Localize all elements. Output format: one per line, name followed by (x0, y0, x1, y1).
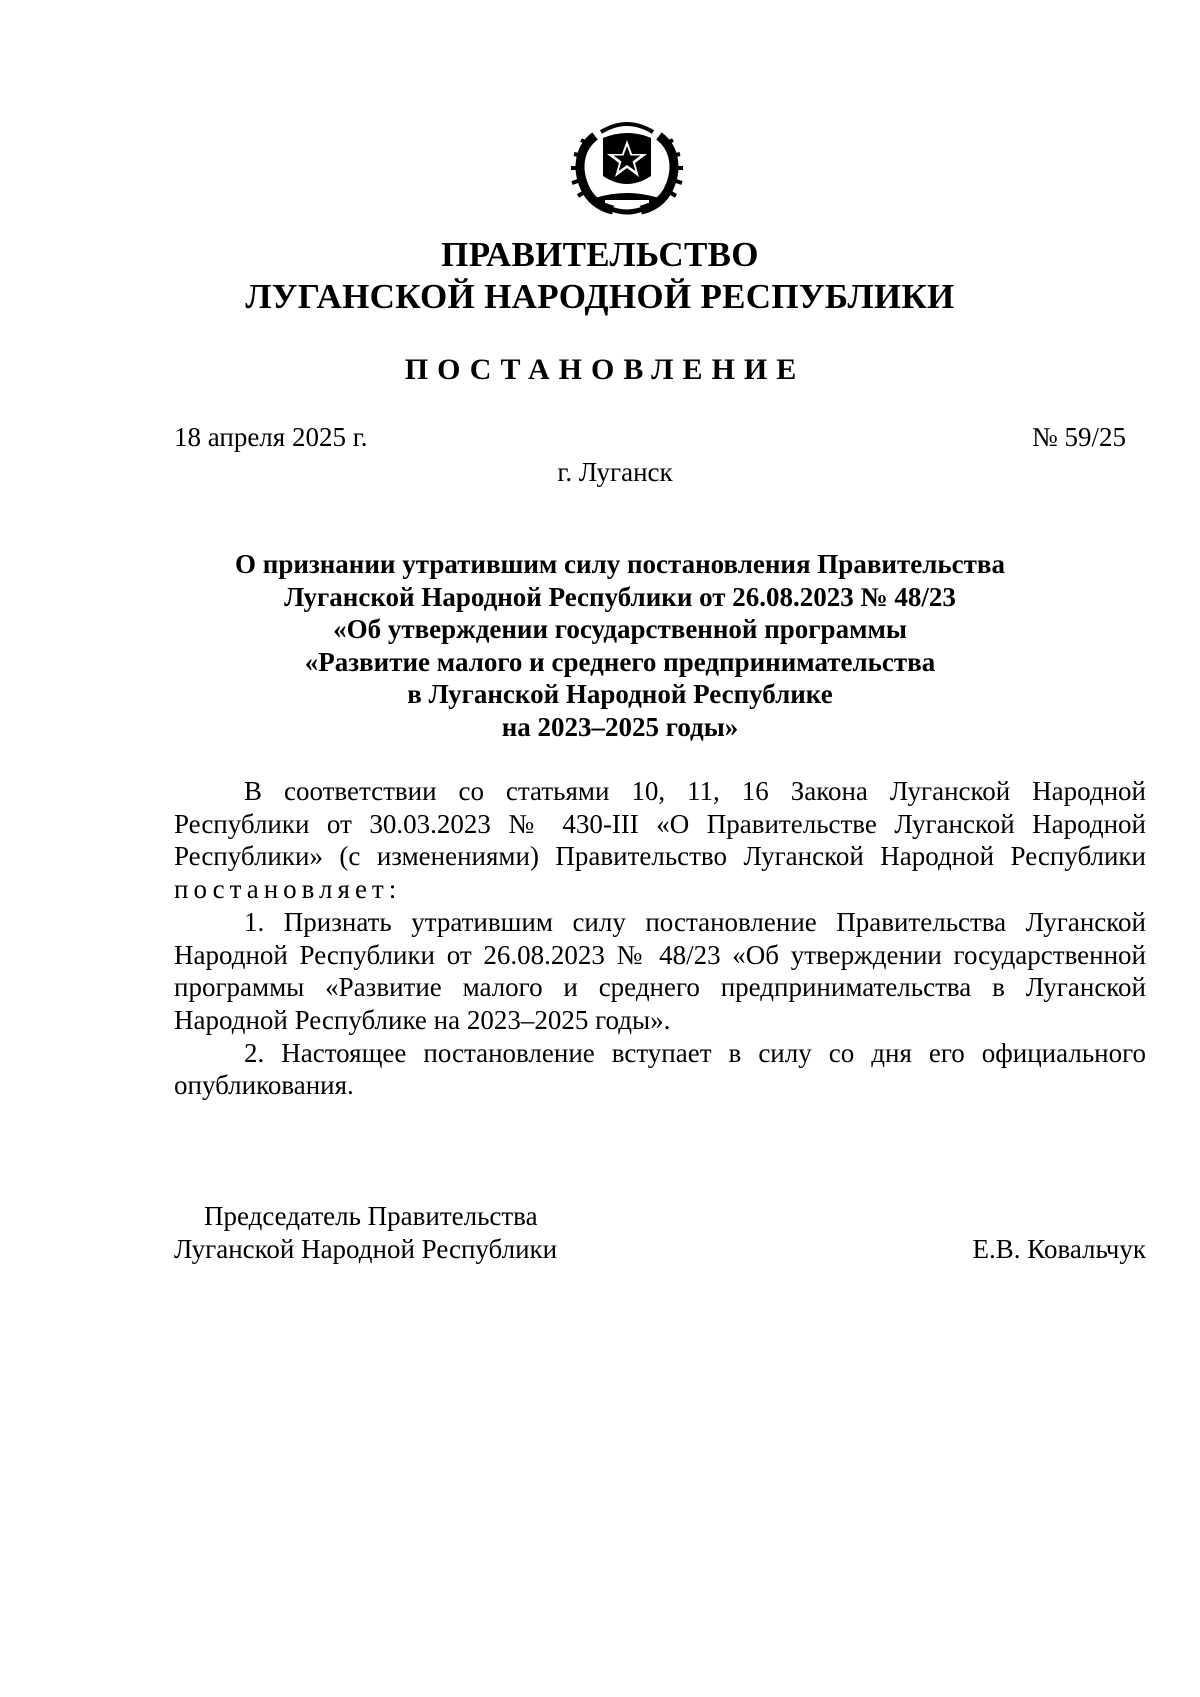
heading-line: в Луганской Народной Республике (407, 679, 833, 709)
heading-line: Луганской Народной Республики от 26.08.2023 № 48/23 (284, 581, 956, 612)
signatory-position-line-2: Луганской Народной Республики (174, 1234, 558, 1264)
heading-line: «Об утверждении государственной программы (333, 614, 907, 644)
document-body (174, 775, 1146, 1102)
government-title-line-2: ЛУГАНСКОЙ НАРОДНОЙ РЕСПУБЛИКИ (245, 277, 955, 316)
heading-line: О признании утратившим силу постановления Правительства (235, 549, 1005, 579)
document-number: № 59/25 (1031, 422, 1126, 452)
signatory-position-line-1: Председатель Правительства (204, 1201, 538, 1231)
heading-line: на 2023–2025 годы» (501, 711, 739, 742)
signatory-name: Е.В. Ковальчук (972, 1234, 1146, 1264)
signature-block (174, 1200, 1146, 1266)
government-title-line-1: ПРАВИТЕЛЬСТВО (441, 235, 759, 274)
document-heading (150, 548, 1090, 743)
item-2-paragraph: 2. Настоящее постановление вступает в силу со дня его официального опубликования. (174, 1037, 1146, 1101)
document-city: г. Луганск (557, 457, 673, 487)
preamble-paragraph (174, 775, 1146, 906)
item-1-paragraph: 1. Признать утратившим силу постановление Правительства Луганской Народной Республики от 26.08.2023 № 48/23 «Об утверждении государственной программы «Развитие малого и среднего предпринимательства в Луганской Народной Республике на 2023–2025 годы». (174, 906, 1146, 1035)
heading-line: «Развитие малого и среднего предпринимательства (304, 646, 936, 677)
document-date: 18 апреля 2025 г. (174, 422, 368, 452)
decides-word: постановляет: (174, 874, 402, 905)
coat-of-arms-icon (565, 118, 689, 216)
document-type: ПОСТАНОВЛЕНИЕ (404, 353, 806, 386)
preamble-text: В соответствии со статьями 10, 11, 16 Закона Луганской Народной Республики от 30.03.2023 № 430-III «О Правительстве Луганской Народной Республики» (с изменениями) Правительство Луганской Народной Республики (174, 776, 1146, 872)
